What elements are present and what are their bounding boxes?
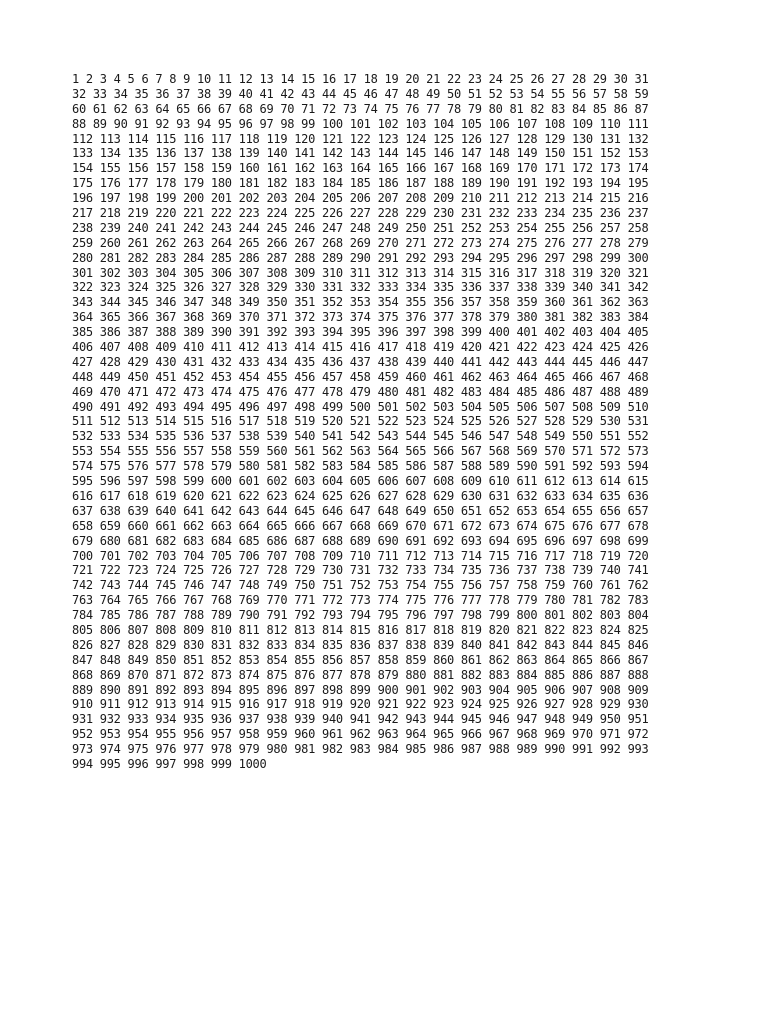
text-line: 784 785 786 787 788 789 790 791 792 793 794 795 796 797 798 799 800 801 802 803 804 — [72, 608, 649, 623]
text-line: 280 281 282 283 284 285 286 287 288 289 290 291 292 293 294 295 296 297 298 299 300 — [72, 250, 649, 265]
text-line: 511 512 513 514 515 516 517 518 519 520 521 522 523 524 525 526 527 528 529 530 531 — [72, 414, 649, 429]
text-line: 553 554 555 556 557 558 559 560 561 562 563 564 565 566 567 568 569 570 571 572 573 — [72, 444, 649, 459]
text-line: 301 302 303 304 305 306 307 308 309 310 311 312 313 314 315 316 317 318 319 320 321 — [72, 265, 649, 280]
number-sequence-text — [72, 72, 712, 772]
text-line: 700 701 702 703 704 705 706 707 708 709 710 711 712 713 714 715 716 717 718 719 720 — [72, 548, 649, 563]
text-line: 88 89 90 91 92 93 94 95 96 97 98 99 100 101 102 103 104 105 106 107 108 109 110 111 — [72, 116, 649, 131]
text-line: 616 617 618 619 620 621 622 623 624 625 626 627 628 629 630 631 632 633 634 635 636 — [72, 488, 649, 503]
text-line: 742 743 744 745 746 747 748 749 750 751 752 753 754 755 756 757 758 759 760 761 762 — [72, 578, 649, 593]
text-line: 406 407 408 409 410 411 412 413 414 415 416 417 418 419 420 421 422 423 424 425 426 — [72, 340, 649, 355]
text-line: 322 323 324 325 326 327 328 329 330 331 332 333 334 335 336 337 338 339 340 341 342 — [72, 280, 649, 295]
text-line: 448 449 450 451 452 453 454 455 456 457 458 459 460 461 462 463 464 465 466 467 468 — [72, 369, 649, 384]
text-line: 847 848 849 850 851 852 853 854 855 856 857 858 859 860 861 862 863 864 865 866 867 — [72, 652, 649, 667]
text-line: 238 239 240 241 242 243 244 245 246 247 248 249 250 251 252 253 254 255 256 257 258 — [72, 220, 649, 235]
text-line: 931 932 933 934 935 936 937 938 939 940 941 942 943 944 945 946 947 948 949 950 951 — [72, 712, 649, 727]
text-line: 60 61 62 63 64 65 66 67 68 69 70 71 72 73 74 75 76 77 78 79 80 81 82 83 84 85 86 87 — [72, 101, 649, 116]
text-line: 385 386 387 388 389 390 391 392 393 394 395 396 397 398 399 400 401 402 403 404 405 — [72, 325, 649, 340]
text-line: 805 806 807 808 809 810 811 812 813 814 815 816 817 818 819 820 821 822 823 824 825 — [72, 622, 649, 637]
text-line: 763 764 765 766 767 768 769 770 771 772 773 774 775 776 777 778 779 780 781 782 783 — [72, 593, 649, 608]
text-line: 595 596 597 598 599 600 601 602 603 604 605 606 607 608 609 610 611 612 613 614 615 — [72, 474, 649, 489]
text-line: 490 491 492 493 494 495 496 497 498 499 500 501 502 503 504 505 506 507 508 509 510 — [72, 399, 649, 414]
text-line: 721 722 723 724 725 726 727 728 729 730 731 732 733 734 735 736 737 738 739 740 741 — [72, 563, 649, 578]
text-line: 175 176 177 178 179 180 181 182 183 184 185 186 187 188 189 190 191 192 193 194 195 — [72, 176, 649, 191]
text-line: 112 113 114 115 116 117 118 119 120 121 122 123 124 125 126 127 128 129 130 131 132 — [72, 131, 649, 146]
text-line: 994 995 996 997 998 999 1000 — [72, 756, 267, 771]
text-line: 973 974 975 976 977 978 979 980 981 982 983 984 985 986 987 988 989 990 991 992 993 — [72, 742, 649, 757]
text-line: 217 218 219 220 221 222 223 224 225 226 227 228 229 230 231 232 233 234 235 236 237 — [72, 206, 649, 221]
text-line: 952 953 954 955 956 957 958 959 960 961 962 963 964 965 966 967 968 969 970 971 972 — [72, 727, 649, 742]
text-line: 364 365 366 367 368 369 370 371 372 373 374 375 376 377 378 379 380 381 382 383 384 — [72, 310, 649, 325]
text-line: 427 428 429 430 431 432 433 434 435 436 437 438 439 440 441 442 443 444 445 446 447 — [72, 354, 649, 369]
text-line: 826 827 828 829 830 831 832 833 834 835 836 837 838 839 840 841 842 843 844 845 846 — [72, 637, 649, 652]
text-line: 343 344 345 346 347 348 349 350 351 352 353 354 355 356 357 358 359 360 361 362 363 — [72, 295, 649, 310]
text-line: 469 470 471 472 473 474 475 476 477 478 479 480 481 482 483 484 485 486 487 488 489 — [72, 384, 649, 399]
text-line: 1 2 3 4 5 6 7 8 9 10 11 12 13 14 15 16 17 18 19 20 21 22 23 24 25 26 27 28 29 30 31 — [72, 72, 649, 86]
text-line: 133 134 135 136 137 138 139 140 141 142 143 144 145 146 147 148 149 150 151 152 153 — [72, 146, 649, 161]
text-line: 868 869 870 871 872 873 874 875 876 877 878 879 880 881 882 883 884 885 886 887 888 — [72, 667, 649, 682]
text-line: 910 911 912 913 914 915 916 917 918 919 920 921 922 923 924 925 926 927 928 929 930 — [72, 697, 649, 712]
text-line: 532 533 534 535 536 537 538 539 540 541 542 543 544 545 546 547 548 549 550 551 552 — [72, 429, 649, 444]
text-line: 574 575 576 577 578 579 580 581 582 583 584 585 586 587 588 589 590 591 592 593 594 — [72, 459, 649, 474]
text-line: 658 659 660 661 662 663 664 665 666 667 668 669 670 671 672 673 674 675 676 677 678 — [72, 518, 649, 533]
text-line: 259 260 261 262 263 264 265 266 267 268 269 270 271 272 273 274 275 276 277 278 279 — [72, 235, 649, 250]
text-line: 679 680 681 682 683 684 685 686 687 688 689 690 691 692 693 694 695 696 697 698 699 — [72, 533, 649, 548]
text-line: 637 638 639 640 641 642 643 644 645 646 647 648 649 650 651 652 653 654 655 656 657 — [72, 503, 649, 518]
text-line: 32 33 34 35 36 37 38 39 40 41 42 43 44 45 46 47 48 49 50 51 52 53 54 55 56 57 58 59 — [72, 86, 649, 101]
text-line: 154 155 156 157 158 159 160 161 162 163 164 165 166 167 168 169 170 171 172 173 174 — [72, 161, 649, 176]
text-line: 196 197 198 199 200 201 202 203 204 205 206 207 208 209 210 211 212 213 214 215 216 — [72, 191, 649, 206]
text-line: 889 890 891 892 893 894 895 896 897 898 899 900 901 902 903 904 905 906 907 908 909 — [72, 682, 649, 697]
